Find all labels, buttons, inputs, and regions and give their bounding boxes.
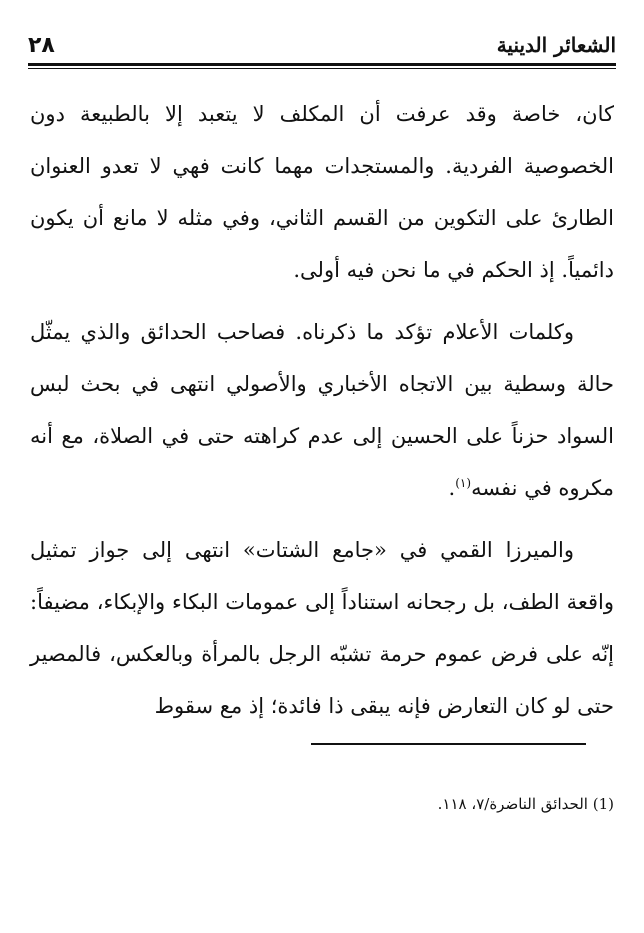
paragraph-3: والميرزا القمي في «جامع الشتات» انتهى إلى جواز تمثيل واقعة الطف، بل رجحانه استناداً إلى عمومات البكاء والإبكاء، مضيفاً: إنّه على فرض عموم حرمة تشبّه الرجل بالمرأة وبالعكس، فالمصير حتى لو كان التعارض فإنه يبقى ذا فائدة؛ إذ مع سقوط (30, 538, 614, 718)
footnote (30, 795, 614, 813)
footnote-reference: (١) (455, 476, 472, 490)
paragraph-2 (30, 306, 614, 514)
footnote-text: الحدائق الناضرة/٧، ١١٨. (437, 795, 588, 813)
paragraph-2-end: . (448, 476, 456, 500)
page-header (28, 28, 616, 62)
body-text (30, 88, 614, 742)
header-rule-thin (28, 68, 616, 69)
footnote-mark: (1) (592, 795, 614, 813)
header-rule-thick (28, 63, 616, 66)
running-title: الشعائر الدينية (496, 33, 616, 57)
footnote-separator (311, 743, 586, 745)
page-number: ٢٨ (28, 32, 55, 58)
paragraph-2-text: وكلمات الأعلام تؤكد ما ذكرناه. فصاحب الحدائق والذي يمثّل حالة وسطية بين الاتجاه الأخباري والأصولي انتهى في بحث لبس السواد حزناً على الحسين إلى عدم كراهته حتى في الصلاة، مع أنه مكروه في نفسه (30, 320, 614, 500)
paragraph-1: كان، خاصة وقد عرفت أن المكلف لا يتعبد إلا بالطبيعة دون الخصوصية الفردية. والمستجدات مهما كانت فهي لا تعدو العنوان الطارئ على التكوين من القسم الثاني، وفي مثله لا مانع أن يكون دائمياً. إذ الحكم في ما نحن فيه أولى. (30, 102, 614, 282)
